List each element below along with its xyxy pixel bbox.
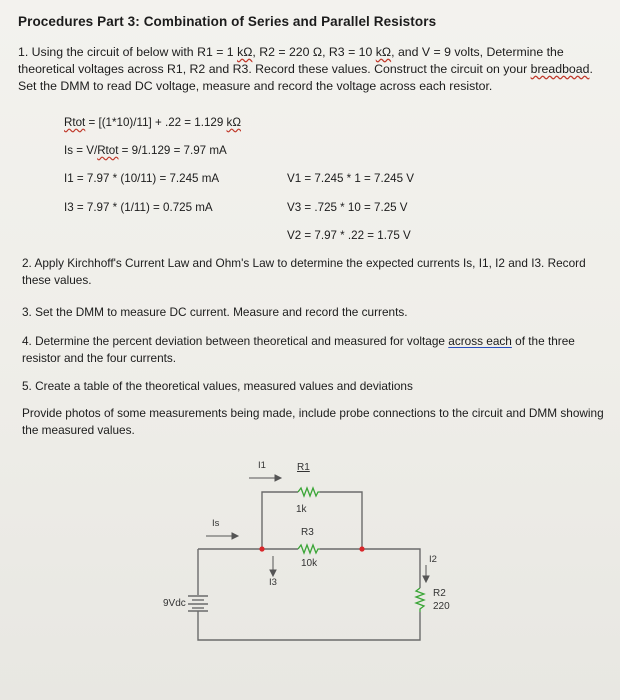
resistor-r1 — [298, 488, 320, 496]
r1-name: R1 — [297, 462, 310, 473]
current-arrows — [206, 475, 429, 582]
resistor-r2 — [416, 588, 424, 612]
wire — [198, 611, 420, 640]
i1-calc: I1 = 7.97 * (10/11) = 7.245 mA — [64, 172, 220, 185]
kohm-unit: kΩ — [375, 45, 392, 59]
r2-name: R2 — [433, 588, 446, 599]
v2-calc: V2 = 7.97 * .22 = 1.75 V — [287, 229, 411, 242]
wire — [320, 549, 420, 588]
step-1-part-d: . Set the DMM to read DC voltage, measure and record the voltage across each resistor. — [18, 62, 593, 93]
step-4-part-b: of the three resistor and the four currents. — [22, 334, 575, 365]
r1-value: 1k — [296, 504, 307, 515]
v1-calc: V1 = 7.245 * 1 = 7.245 V — [287, 172, 414, 185]
junction-node — [259, 546, 264, 551]
step-3-text: 3. Set the DMM to measure DC current. Measure and record the currents. — [22, 305, 408, 319]
is-label: Is — [212, 518, 220, 529]
step-4-part-a: 4. Determine the percent deviation between theoretical and measured for voltage — [22, 334, 449, 348]
is-expression-a: Is = V/ — [64, 144, 98, 157]
r3-name: R3 — [301, 527, 314, 538]
v3-calc: V3 = .725 * 10 = 7.25 V — [287, 201, 408, 214]
i3-calc: I3 = 7.97 * (1/11) = 0.725 mA — [64, 201, 213, 214]
wire — [320, 492, 362, 549]
dc-source-symbol — [188, 596, 208, 611]
source-label: 9Vdc — [163, 598, 186, 609]
step-5-text: 5. Create a table of the theoretical values, measured values and deviations — [22, 379, 413, 393]
junction-node — [359, 546, 364, 551]
is-expression-b: = 9/1.129 = 7.97 mA — [118, 144, 227, 157]
resistor-r3 — [298, 545, 320, 553]
arrow-icon — [232, 533, 238, 539]
arrow-icon — [270, 570, 276, 576]
arrow-icon — [275, 475, 281, 481]
r2-value: 220 — [433, 601, 450, 612]
wire — [262, 492, 298, 549]
rtot-word: Rtot — [97, 144, 119, 157]
kohm-unit: kΩ — [237, 45, 253, 59]
arrow-icon — [423, 576, 429, 582]
misspelled-word: breadboad — [530, 62, 590, 76]
photos-instruction: Provide photos of some measurements being made, include probe connections to the circuit and DMM showing the measured values. — [22, 406, 604, 437]
page-title: Procedures Part 3: Combination of Series and Parallel Resistors — [18, 14, 437, 29]
rtot-word: Rtot — [64, 116, 86, 129]
i2-label: I2 — [429, 554, 437, 565]
across-each-link: across each — [448, 334, 512, 348]
i3-label: I3 — [269, 577, 277, 588]
kohm-unit: kΩ — [226, 116, 241, 129]
rtot-expression: = [(1*10)/11] + .22 = 1.129 — [85, 116, 227, 129]
r3-value: 10k — [301, 558, 318, 569]
step-1-part-b: , R2 = 220 Ω, R3 = 10 — [252, 45, 376, 59]
step-1-part-c: , and V = 9 volts, Determine the theoretical voltages across R1, R2 and R3. Record these values. Construct the circuit on your — [18, 45, 564, 76]
step-1-part-a: 1. Using the circuit of below with R1 = 1 — [18, 45, 238, 59]
step-2-text: 2. Apply Kirchhoff's Current Law and Ohm's Law to determine the expected currents Is, I1, I2 and I3. Record these values. — [22, 256, 586, 287]
i1-label: I1 — [258, 460, 266, 471]
